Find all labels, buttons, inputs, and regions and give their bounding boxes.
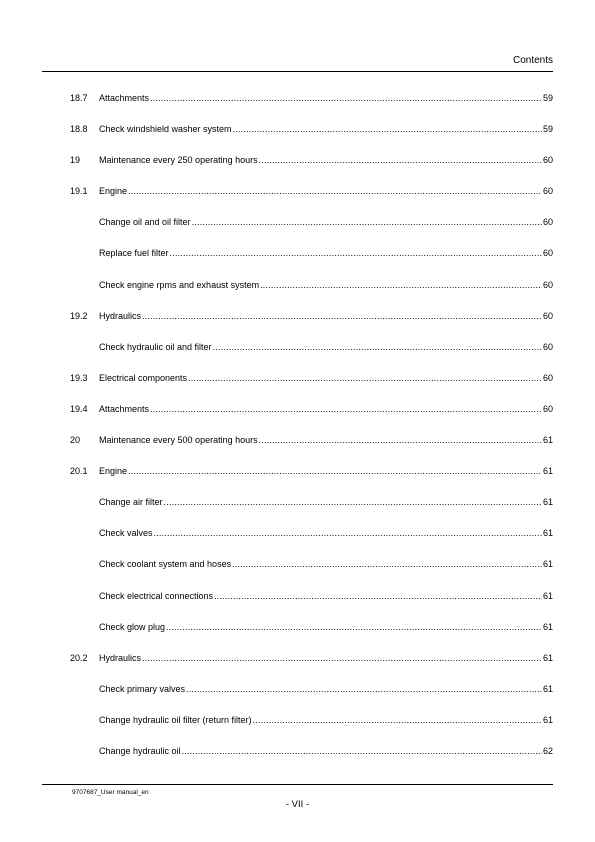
toc-leader-dots [259,434,542,446]
toc-entry-label: Maintenance every 250 operating hours [99,155,258,166]
toc-entry[interactable] [70,310,553,341]
toc-entry-label: Check glow plug [99,621,166,632]
toc-entry-label: Change air filter [99,497,163,508]
toc-entry-label: Hydraulics [99,652,142,663]
toc-entry-page: 61 [542,714,553,725]
toc-entry-page: 61 [542,621,553,632]
toc-entry-label: Attachments [99,93,150,103]
toc-entry[interactable] [70,558,553,589]
toc-entry-label: Check electrical connections [99,590,214,601]
toc-entry-label: Check valves [99,528,153,539]
toc-entry-page: 61 [542,683,553,694]
toc-entry[interactable] [70,123,553,154]
toc-entry[interactable] [70,652,553,683]
toc-entry-number: 19 [70,155,81,166]
toc-entry[interactable] [70,372,553,403]
toc-entry-page: 61 [542,590,553,601]
toc-entry[interactable] [70,745,553,776]
toc-entry[interactable] [70,496,553,527]
toc-entry[interactable] [70,154,553,185]
footer-page-number: - VII - [285,799,310,810]
toc-entry-page: 61 [542,528,553,539]
toc-entry[interactable] [70,341,553,372]
toc-leader-dots [192,216,542,228]
toc-leader-dots [150,92,542,104]
toc-entry-label: Replace fuel filter [99,248,169,259]
toc-leader-dots [213,341,542,353]
toc-leader-dots [214,590,542,602]
toc-leader-dots [166,621,542,633]
footer-rule [42,784,553,785]
toc-entry[interactable] [70,621,553,652]
toc-entry-label: Check primary valves [99,683,186,694]
toc-entry-page: 60 [542,155,553,166]
toc-entry-page: 60 [542,186,553,197]
toc-entry-page: 60 [542,248,553,259]
toc-entry-label: Maintenance every 500 operating hours [99,435,258,446]
toc-entry-page: 61 [542,559,553,570]
toc-leader-dots [259,154,542,166]
toc-entry-page: 60 [542,403,553,414]
toc-entry-number: 18.7 [70,93,88,103]
toc-leader-dots [186,683,542,695]
toc-entry[interactable] [70,247,553,278]
toc-leader-dots [170,247,542,259]
toc-entry-number: 20.1 [70,466,88,477]
toc-leader-dots [253,714,542,726]
toc-entry[interactable] [70,527,553,558]
toc-leader-dots [233,123,542,135]
toc-entry[interactable] [70,590,553,621]
toc-entry[interactable] [70,434,553,465]
toc-entry-label: Change hydraulic oil filter (return filter) [99,714,252,725]
toc-leader-dots [128,465,542,477]
toc-entry-number: 19.3 [70,372,88,383]
toc-leader-dots [188,372,542,384]
table-of-contents [70,92,553,776]
toc-entry-page: 60 [542,279,553,290]
toc-entry-page: 59 [542,93,553,103]
toc-leader-dots [182,745,542,757]
toc-leader-dots [150,403,542,415]
toc-entry-label: Check windshield washer system [99,124,232,135]
toc-entry-label: Engine [99,186,128,197]
toc-leader-dots [260,279,542,291]
toc-entry-label: Check hydraulic oil and filter [99,341,212,352]
toc-entry-number: 19.4 [70,403,88,414]
toc-entry-page: 60 [542,310,553,321]
toc-leader-dots [164,496,542,508]
toc-entry[interactable] [70,216,553,247]
toc-entry-label: Change oil and oil filter [99,217,191,228]
toc-entry-page: 60 [542,217,553,228]
toc-leader-dots [142,652,542,664]
toc-entry[interactable] [70,465,553,496]
toc-leader-dots [128,185,542,197]
toc-entry-page: 60 [542,341,553,352]
toc-entry-number: 20 [70,435,81,446]
toc-entry-label: Hydraulics [99,310,142,321]
toc-entry-number: 18.8 [70,124,88,135]
toc-entry-label: Attachments [99,403,150,414]
toc-leader-dots [154,527,542,539]
toc-entry[interactable] [70,185,553,216]
toc-entry-label: Check engine rpms and exhaust system [99,279,260,290]
toc-entry-label: Change hydraulic oil [99,745,181,756]
toc-entry-number: 19.1 [70,186,88,197]
toc-entry-page: 61 [542,652,553,663]
header-title: Contents [512,55,553,66]
toc-entry-label: Electrical components [99,372,188,383]
toc-entry[interactable] [70,279,553,310]
toc-entry-number: 20.2 [70,652,88,663]
toc-entry-label: Engine [99,466,128,477]
header-rule [42,71,553,72]
toc-entry-page: 59 [542,124,553,135]
toc-entry[interactable] [70,683,553,714]
toc-entry-page: 61 [542,466,553,477]
toc-entry[interactable] [70,403,553,434]
toc-entry[interactable] [70,92,553,123]
toc-entry-label: Check coolant system and hoses [99,559,232,570]
toc-leader-dots [232,558,542,570]
toc-leader-dots [142,310,542,322]
toc-entry[interactable] [70,714,553,745]
toc-entry-page: 61 [542,435,553,446]
toc-entry-page: 60 [542,372,553,383]
toc-entry-number: 19.2 [70,310,88,321]
footer-document-id: 9707687_User manual_en [72,789,149,796]
toc-entry-page: 61 [542,497,553,508]
toc-entry-page: 62 [542,745,553,756]
